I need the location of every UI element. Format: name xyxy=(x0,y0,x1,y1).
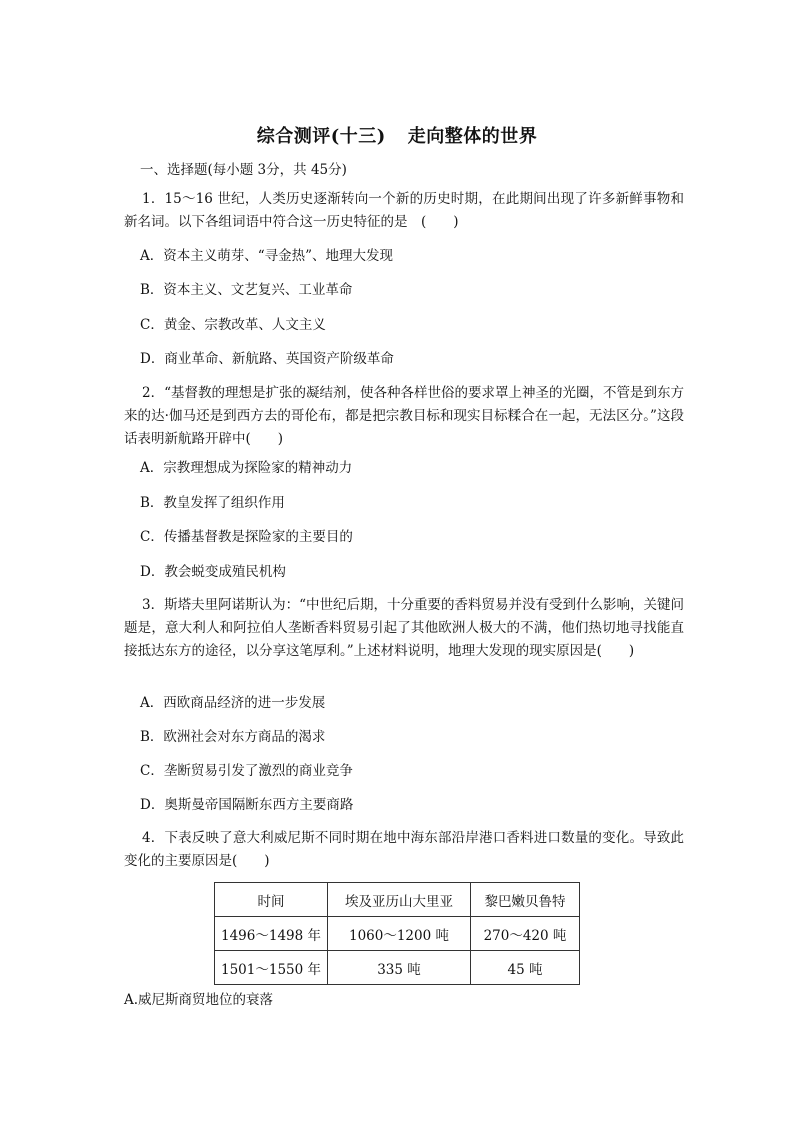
section-heading: 一、选择题(每小题 3分，共 45分) xyxy=(140,162,347,178)
table-cell: 45 吨 xyxy=(471,951,580,985)
table-cell: 270～420 吨 xyxy=(471,917,580,951)
title-main: 综合测评(十三) xyxy=(256,126,386,147)
question-1-option-d: D．商业革命、新航路、英国资产阶级革命 xyxy=(140,351,394,367)
question-2-option-a: A．宗教理想成为探险家的精神动力 xyxy=(140,460,353,476)
question-4-stem: 4．下表反映了意大利威尼斯不同时期在地中海东部沿岸港口香料进口数量的变化。导致此变化的主要原因是( ) xyxy=(124,830,684,869)
question-2-option-b: B．教皇发挥了组织作用 xyxy=(140,495,285,511)
table-header-cell: 时间 xyxy=(215,883,328,917)
question-3-option-b: B．欧洲社会对东方商品的渴求 xyxy=(140,729,326,745)
page-title xyxy=(0,122,794,148)
table-cell: 1501～1550 年 xyxy=(215,951,328,985)
question-1-option-a: A．资本主义萌芽、“寻金热”、地理大发现 xyxy=(140,248,394,264)
question-3-stem: 3．斯塔夫里阿诺斯认为：“中世纪后期，十分重要的香料贸易并没有受到什么影响，关键问题是，意大利人和阿拉伯人垄断香料贸易引起了其他欧洲人极大的不满，他们热切地寻找能直接抵达东方的途径，以分享这笔厚利。”上述材料说明，地理大发现的现实原因是( ) xyxy=(124,597,684,659)
question-3-option-c: C．垄断贸易引发了激烈的商业竞争 xyxy=(140,763,353,779)
spice-import-table xyxy=(214,882,580,985)
question-1-option-c: C．黄金、宗教改革、人文主义 xyxy=(140,317,326,333)
title-sub: 走向整体的世界 xyxy=(407,126,538,147)
table-header-row xyxy=(215,883,580,917)
question-4-option-a: A.威尼斯商贸地位的衰落 xyxy=(124,992,274,1008)
question-1-stem: 1．15～16 世纪，人类历史逐渐转向一个新的历史时期，在此期间出现了许多新鲜事物和新名词。以下各组词语中符合这一历史特征的是 ( ) xyxy=(124,191,684,230)
table-row xyxy=(215,951,580,985)
question-1-option-b: B．资本主义、文艺复兴、工业革命 xyxy=(140,282,353,298)
table-header-cell: 黎巴嫩贝鲁特 xyxy=(471,883,580,917)
table-row xyxy=(215,917,580,951)
question-2-stem: 2．“基督教的理想是扩张的凝结剂，使各种各样世俗的要求罩上神圣的光圈，不管是到东方来的达·伽马还是到西方去的哥伦布，都是把宗教目标和现实目标糅合在一起，无法区分。”这段话表明新航路开辟中( ) xyxy=(124,385,684,447)
table-cell: 1496～1498 年 xyxy=(215,917,328,951)
table-header-cell: 埃及亚历山大里亚 xyxy=(328,883,471,917)
table-cell: 335 吨 xyxy=(328,951,471,985)
question-3-option-a: A．西欧商品经济的进一步发展 xyxy=(140,695,326,711)
question-2-option-d: D．教会蜕变成殖民机构 xyxy=(140,564,286,580)
table-cell: 1060～1200 吨 xyxy=(328,917,471,951)
question-2-option-c: C．传播基督教是探险家的主要目的 xyxy=(140,529,353,545)
question-3-option-d: D．奥斯曼帝国隔断东西方主要商路 xyxy=(140,797,354,813)
